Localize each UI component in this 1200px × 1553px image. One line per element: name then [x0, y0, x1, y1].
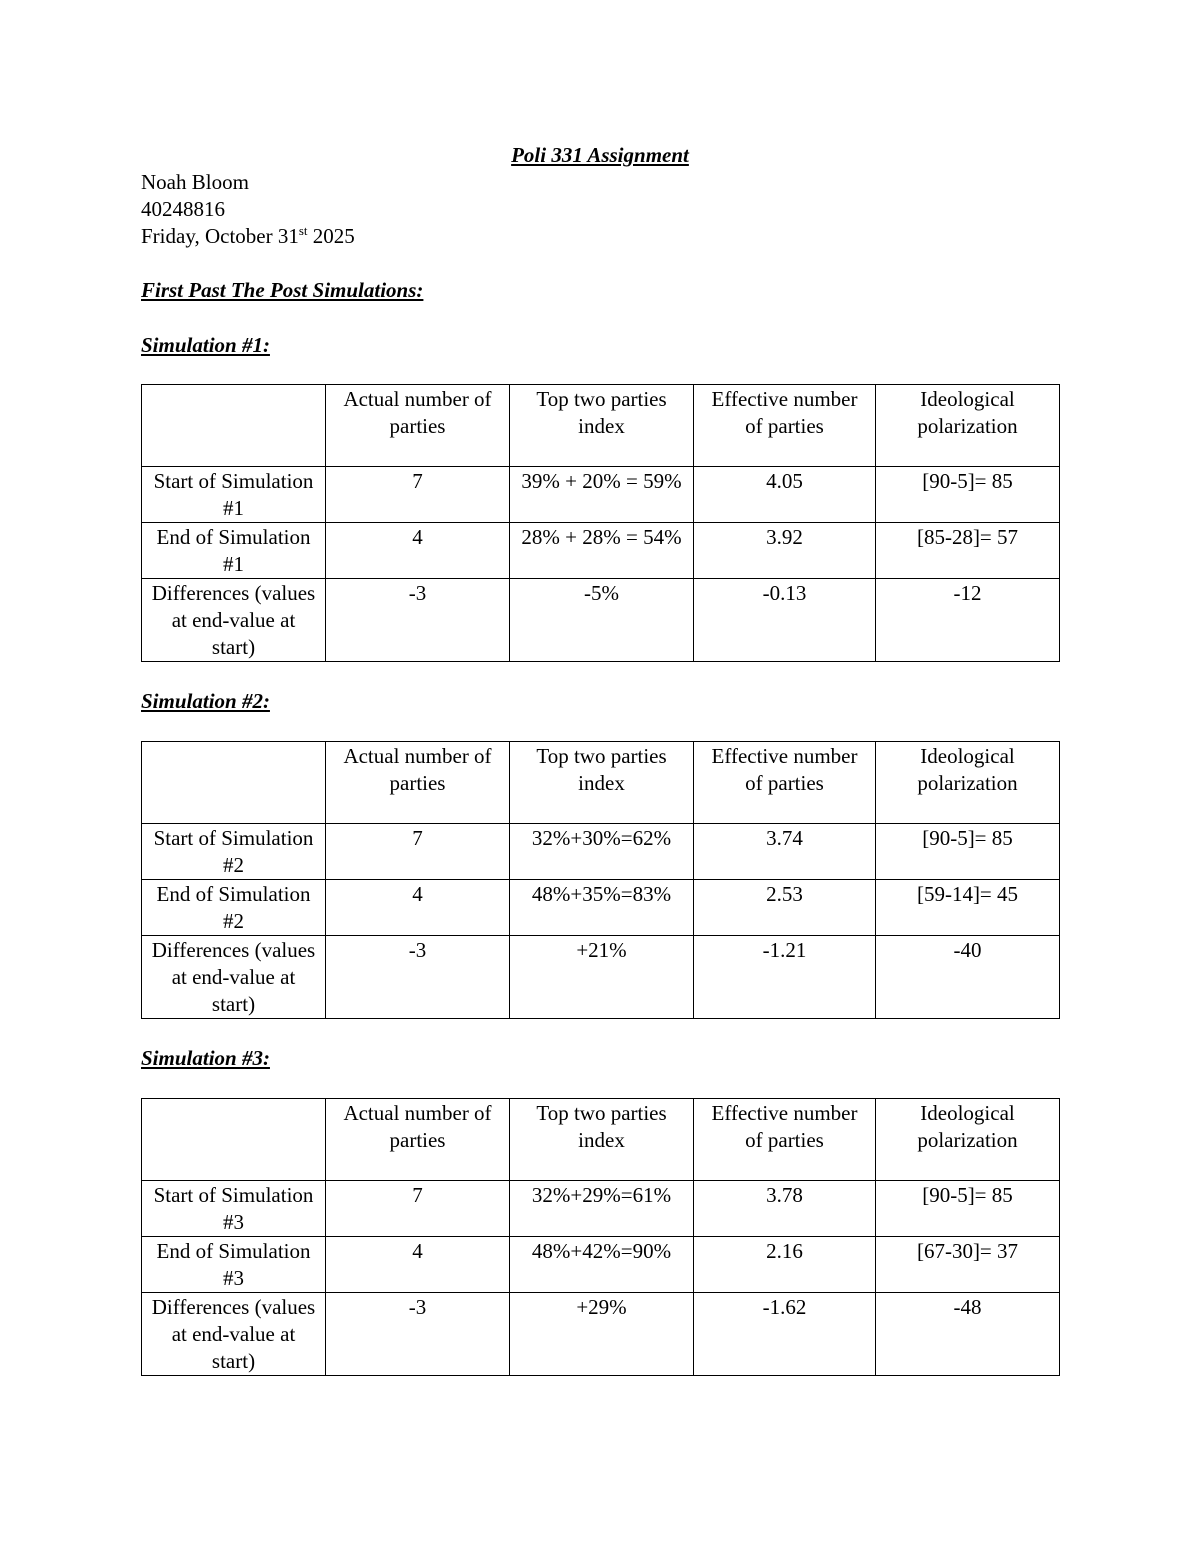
- cell-actual: 7: [326, 467, 510, 523]
- cell-actual: 7: [326, 1181, 510, 1237]
- cell-effective: 3.78: [694, 1181, 876, 1237]
- header-cell-top-two: Top two parties index: [510, 742, 694, 824]
- table-row: [142, 523, 1060, 579]
- table-row: [142, 1237, 1060, 1293]
- cell-polarization: [85-28]= 57: [876, 523, 1060, 579]
- row-label: Differences (values at end-value at start): [142, 936, 326, 1019]
- cell-polarization: [90-5]= 85: [876, 824, 1060, 880]
- cell-top-two: -5%: [510, 579, 694, 662]
- cell-actual: 4: [326, 880, 510, 936]
- row-label: End of Simulation #1: [142, 523, 326, 579]
- cell-top-two: 32%+29%=61%: [510, 1181, 694, 1237]
- cell-effective: 2.16: [694, 1237, 876, 1293]
- document-date: [141, 224, 355, 249]
- cell-effective: -1.21: [694, 936, 876, 1019]
- cell-top-two: 32%+30%=62%: [510, 824, 694, 880]
- cell-actual: 4: [326, 1237, 510, 1293]
- cell-actual: -3: [326, 936, 510, 1019]
- header-cell-effective: Effective number of parties: [694, 1099, 876, 1181]
- table-row: [142, 824, 1060, 880]
- table-row: [142, 579, 1060, 662]
- cell-effective: -0.13: [694, 579, 876, 662]
- simulation-table: [141, 741, 1060, 1019]
- cell-effective: 3.74: [694, 824, 876, 880]
- cell-actual: 7: [326, 824, 510, 880]
- section-heading: First Past The Post Simulations:: [141, 278, 424, 302]
- header-cell-empty: [142, 385, 326, 467]
- cell-top-two: +21%: [510, 936, 694, 1019]
- row-label: Start of Simulation #2: [142, 824, 326, 880]
- row-label: End of Simulation #2: [142, 880, 326, 936]
- cell-actual: 4: [326, 523, 510, 579]
- table-header-row: [142, 385, 1060, 467]
- header-cell-effective: Effective number of parties: [694, 742, 876, 824]
- table-row: [142, 467, 1060, 523]
- row-label: Start of Simulation #1: [142, 467, 326, 523]
- author-name: Noah Bloom: [141, 170, 249, 194]
- date-year: 2025: [307, 224, 355, 248]
- table-row: [142, 880, 1060, 936]
- header-cell-top-two: Top two parties index: [510, 385, 694, 467]
- row-label: End of Simulation #3: [142, 1237, 326, 1293]
- cell-polarization: [59-14]= 45: [876, 880, 1060, 936]
- cell-top-two: 39% + 20% = 59%: [510, 467, 694, 523]
- cell-actual: -3: [326, 1293, 510, 1376]
- cell-polarization: [90-5]= 85: [876, 467, 1060, 523]
- date-suffix: st: [298, 223, 308, 238]
- cell-polarization: -40: [876, 936, 1060, 1019]
- simulation-heading: Simulation #1:: [141, 333, 270, 357]
- table-row: [142, 1293, 1060, 1376]
- cell-effective: 2.53: [694, 880, 876, 936]
- cell-actual: -3: [326, 579, 510, 662]
- header-cell-top-two: Top two parties index: [510, 1099, 694, 1181]
- header-cell-empty: [142, 1099, 326, 1181]
- header-cell-polarization: Ideological polarization: [876, 1099, 1060, 1181]
- header-cell-actual: Actual number of parties: [326, 385, 510, 467]
- table-header-row: [142, 1099, 1060, 1181]
- row-label: Start of Simulation #3: [142, 1181, 326, 1237]
- simulation-table: [141, 384, 1060, 662]
- cell-top-two: 48%+42%=90%: [510, 1237, 694, 1293]
- table-row: [142, 936, 1060, 1019]
- cell-top-two: 28% + 28% = 54%: [510, 523, 694, 579]
- document-title: Poli 331 Assignment: [511, 143, 689, 167]
- header-cell-empty: [142, 742, 326, 824]
- cell-effective: -1.62: [694, 1293, 876, 1376]
- simulation-heading: Simulation #2:: [141, 689, 270, 713]
- cell-top-two: +29%: [510, 1293, 694, 1376]
- cell-polarization: -12: [876, 579, 1060, 662]
- row-label: Differences (values at end-value at start): [142, 1293, 326, 1376]
- header-cell-effective: Effective number of parties: [694, 385, 876, 467]
- row-label: Differences (values at end-value at start): [142, 579, 326, 662]
- simulation-heading: Simulation #3:: [141, 1046, 270, 1070]
- table-header-row: [142, 742, 1060, 824]
- header-cell-actual: Actual number of parties: [326, 742, 510, 824]
- simulation-table: [141, 1098, 1060, 1376]
- header-cell-actual: Actual number of parties: [326, 1099, 510, 1181]
- date-prefix: Friday, October 31: [141, 224, 299, 248]
- header-cell-polarization: Ideological polarization: [876, 742, 1060, 824]
- student-id: 40248816: [141, 197, 225, 221]
- cell-polarization: [90-5]= 85: [876, 1181, 1060, 1237]
- cell-polarization: -48: [876, 1293, 1060, 1376]
- header-cell-polarization: Ideological polarization: [876, 385, 1060, 467]
- cell-effective: 3.92: [694, 523, 876, 579]
- cell-top-two: 48%+35%=83%: [510, 880, 694, 936]
- table-row: [142, 1181, 1060, 1237]
- cell-polarization: [67-30]= 37: [876, 1237, 1060, 1293]
- cell-effective: 4.05: [694, 467, 876, 523]
